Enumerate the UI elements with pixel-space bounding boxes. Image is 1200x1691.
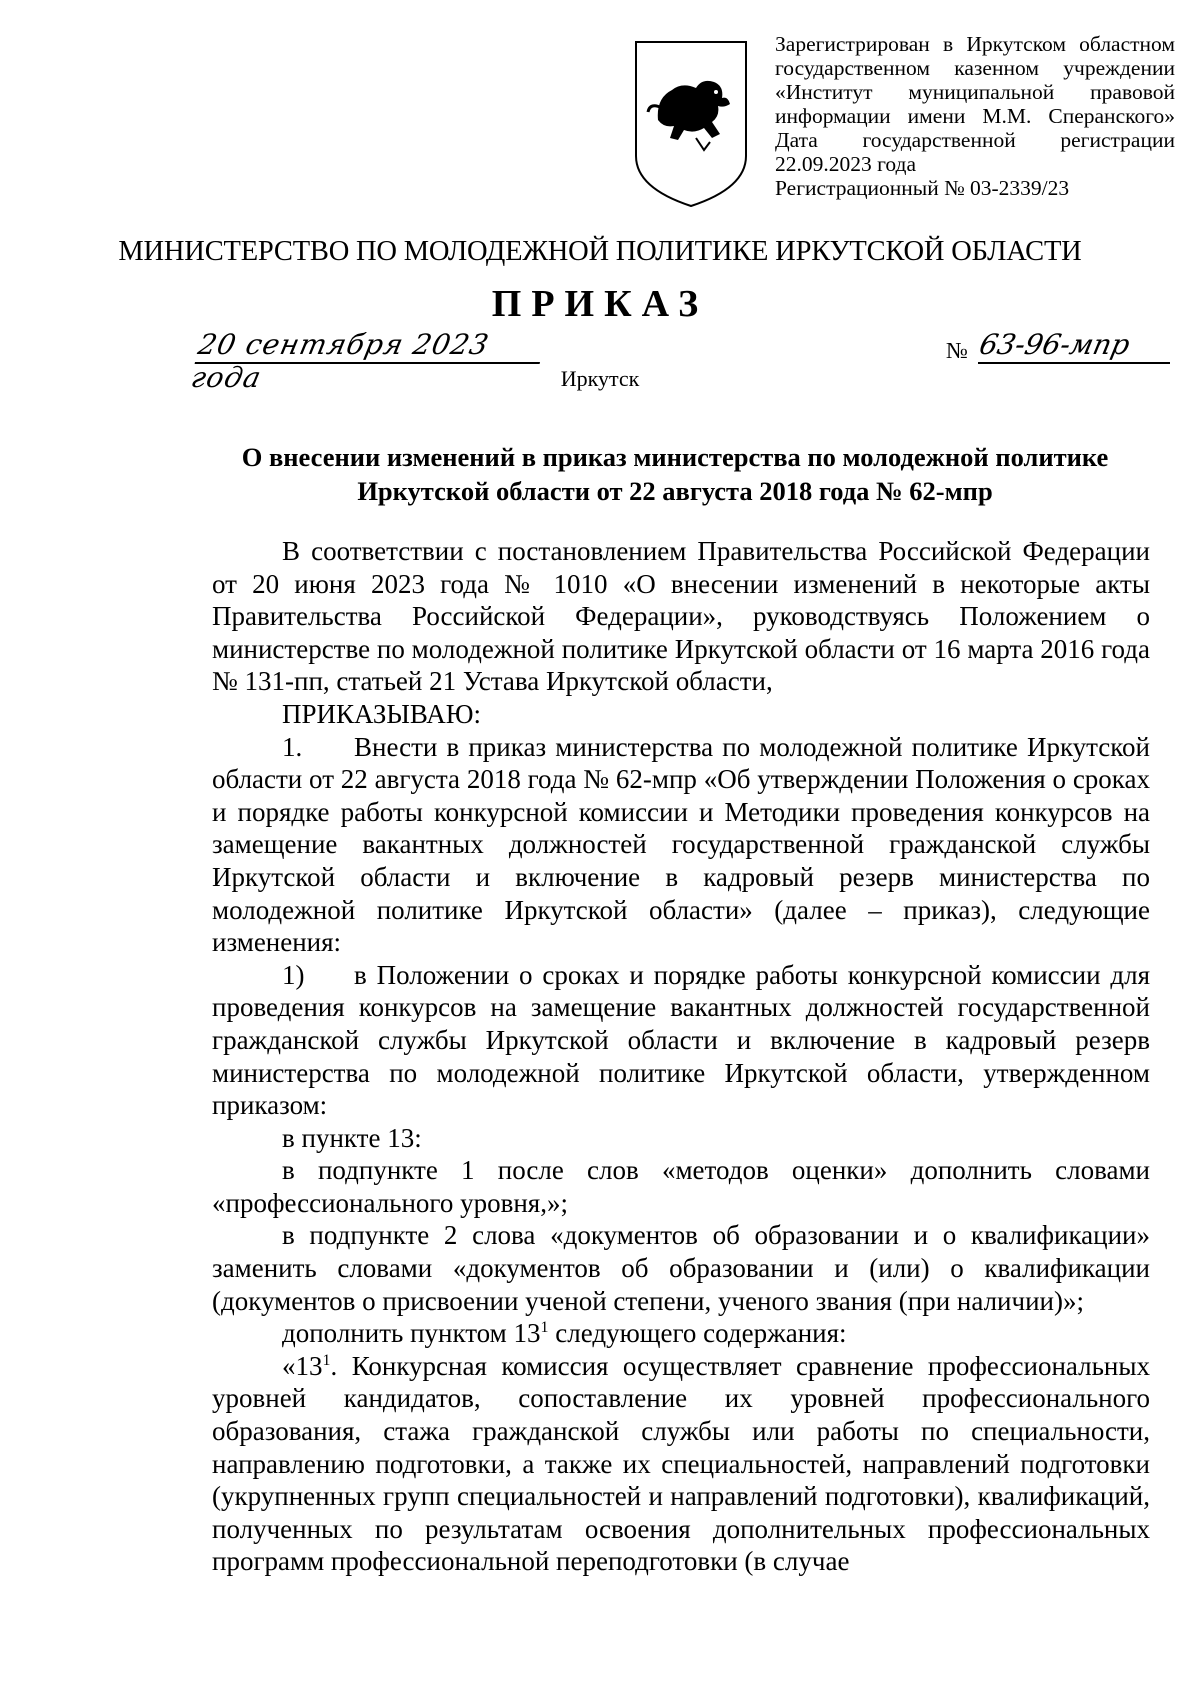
item-text: в Положении о сроках и порядке работы конкурсной комиссии для проведения конкурсов на замещение вакантных должностей государственной гражданской службы Иркутской области и включение в кадровый резерв министерства по молодежной политике Иркутской области, утвержденном приказом: (212, 959, 1150, 1121)
city-name: Иркутск (560, 366, 640, 391)
registration-number: Регистрационный № 03-2339/23 (775, 176, 1070, 200)
item-1 (212, 731, 1150, 959)
superscript: 1 (540, 1319, 549, 1337)
body-paragraph: в подпункте 2 слова «документов об образовании и о квалификации» заменить словами «документов об образовании и (или) о квалификации (документов о присвоении ученой степени, ученого звания (при наличии)»; (212, 1220, 1150, 1316)
item-text: Внести в приказ министерства по молодежной политике Иркутской области от 22 августа 2018 года № 62-мпр «Об утверждении Положения о сроках и порядке работы конкурсной комиссии и Методики проведения конкурсов на замещение вакантных должностей государственной гражданской службы Иркутской области и включение в кадровый резерв министерства по молодежной политике Иркутской области» (далее – приказ), следующие изменения: (212, 731, 1150, 958)
document-title (200, 440, 1150, 508)
preamble-paragraph: В соответствии с постановлением Правительства Российской Федерации от 20 июня 2023 года № 1010 «О внесении изменений в некоторые акты Правительства Российской Федерации», руководствуясь Положением о министерстве по молодежной политике Иркутской области от 16 марта 2016 года № 131-пп, статьей 21 Устава Иркутской области, (212, 536, 1150, 697)
order-word: ПРИКАЗЫВАЮ: (282, 698, 481, 729)
registration-date: 22.09.2023 года (775, 152, 917, 176)
registration-line: Дата государственной регистрации (775, 128, 1175, 152)
title-line: О внесении изменений в приказ министерства по молодежной политике (241, 442, 1109, 472)
body-paragraph (212, 1350, 1150, 1578)
number-underline (978, 362, 1170, 364)
superscript: 1 (322, 1351, 331, 1369)
registration-line: Зарегистрирован в Иркутском областном (775, 32, 1175, 56)
body-paragraph: в подпункте 1 после слов «методов оценки» дополнить словами «профессионального уровня,»; (212, 1155, 1150, 1218)
handwritten-date-text: 20 сентября 2023 года (188, 328, 493, 394)
registration-line: «Институт муниципальной правовой (775, 80, 1175, 104)
text-fragment: следующего содержания: (548, 1318, 847, 1349)
body-paragraph (212, 1317, 1150, 1350)
item-number: 1. (282, 731, 303, 762)
document-type: ПРИКАЗ (491, 283, 709, 325)
number-sign: № (946, 338, 968, 363)
text-fragment: «13 (282, 1350, 323, 1381)
irkutsk-coat-of-arms-icon (632, 38, 750, 210)
registration-line: информации имени М.М. Сперанского» (775, 104, 1175, 128)
handwritten-date (188, 328, 563, 394)
handwritten-number: 63-96-мпр (976, 328, 1133, 361)
document-body (212, 535, 1150, 1578)
ministry-name: МИНИСТЕРСТВО ПО МОЛОДЕЖНОЙ ПОЛИТИКЕ ИРКУТСКОЙ ОБЛАСТИ (118, 236, 1082, 267)
text-fragment: . Конкурсная комиссия осуществляет сравнение профессиональных уровней кандидатов, сопоставление их уровней профессионального образования, стажа гражданской службы или работы по специальности, направлению подготовки, а также их специальностей, направлений подготовки (укрупненных групп специальностей и направлений подготовки), квалификаций, полученных по результатам освоения дополнительных профессиональных программ профессиональной переподготовки (в случае (212, 1350, 1150, 1577)
registration-stamp (775, 32, 1175, 200)
registration-line: государственном казенном учреждении (775, 56, 1175, 80)
item-number: 1) (282, 959, 305, 990)
body-paragraph: в пункте 13: (282, 1122, 422, 1153)
title-line: Иркутской области от 22 августа 2018 года № 62-мпр (357, 476, 993, 506)
text-fragment: дополнить пунктом 13 (282, 1318, 541, 1349)
subitem-1 (212, 959, 1150, 1122)
